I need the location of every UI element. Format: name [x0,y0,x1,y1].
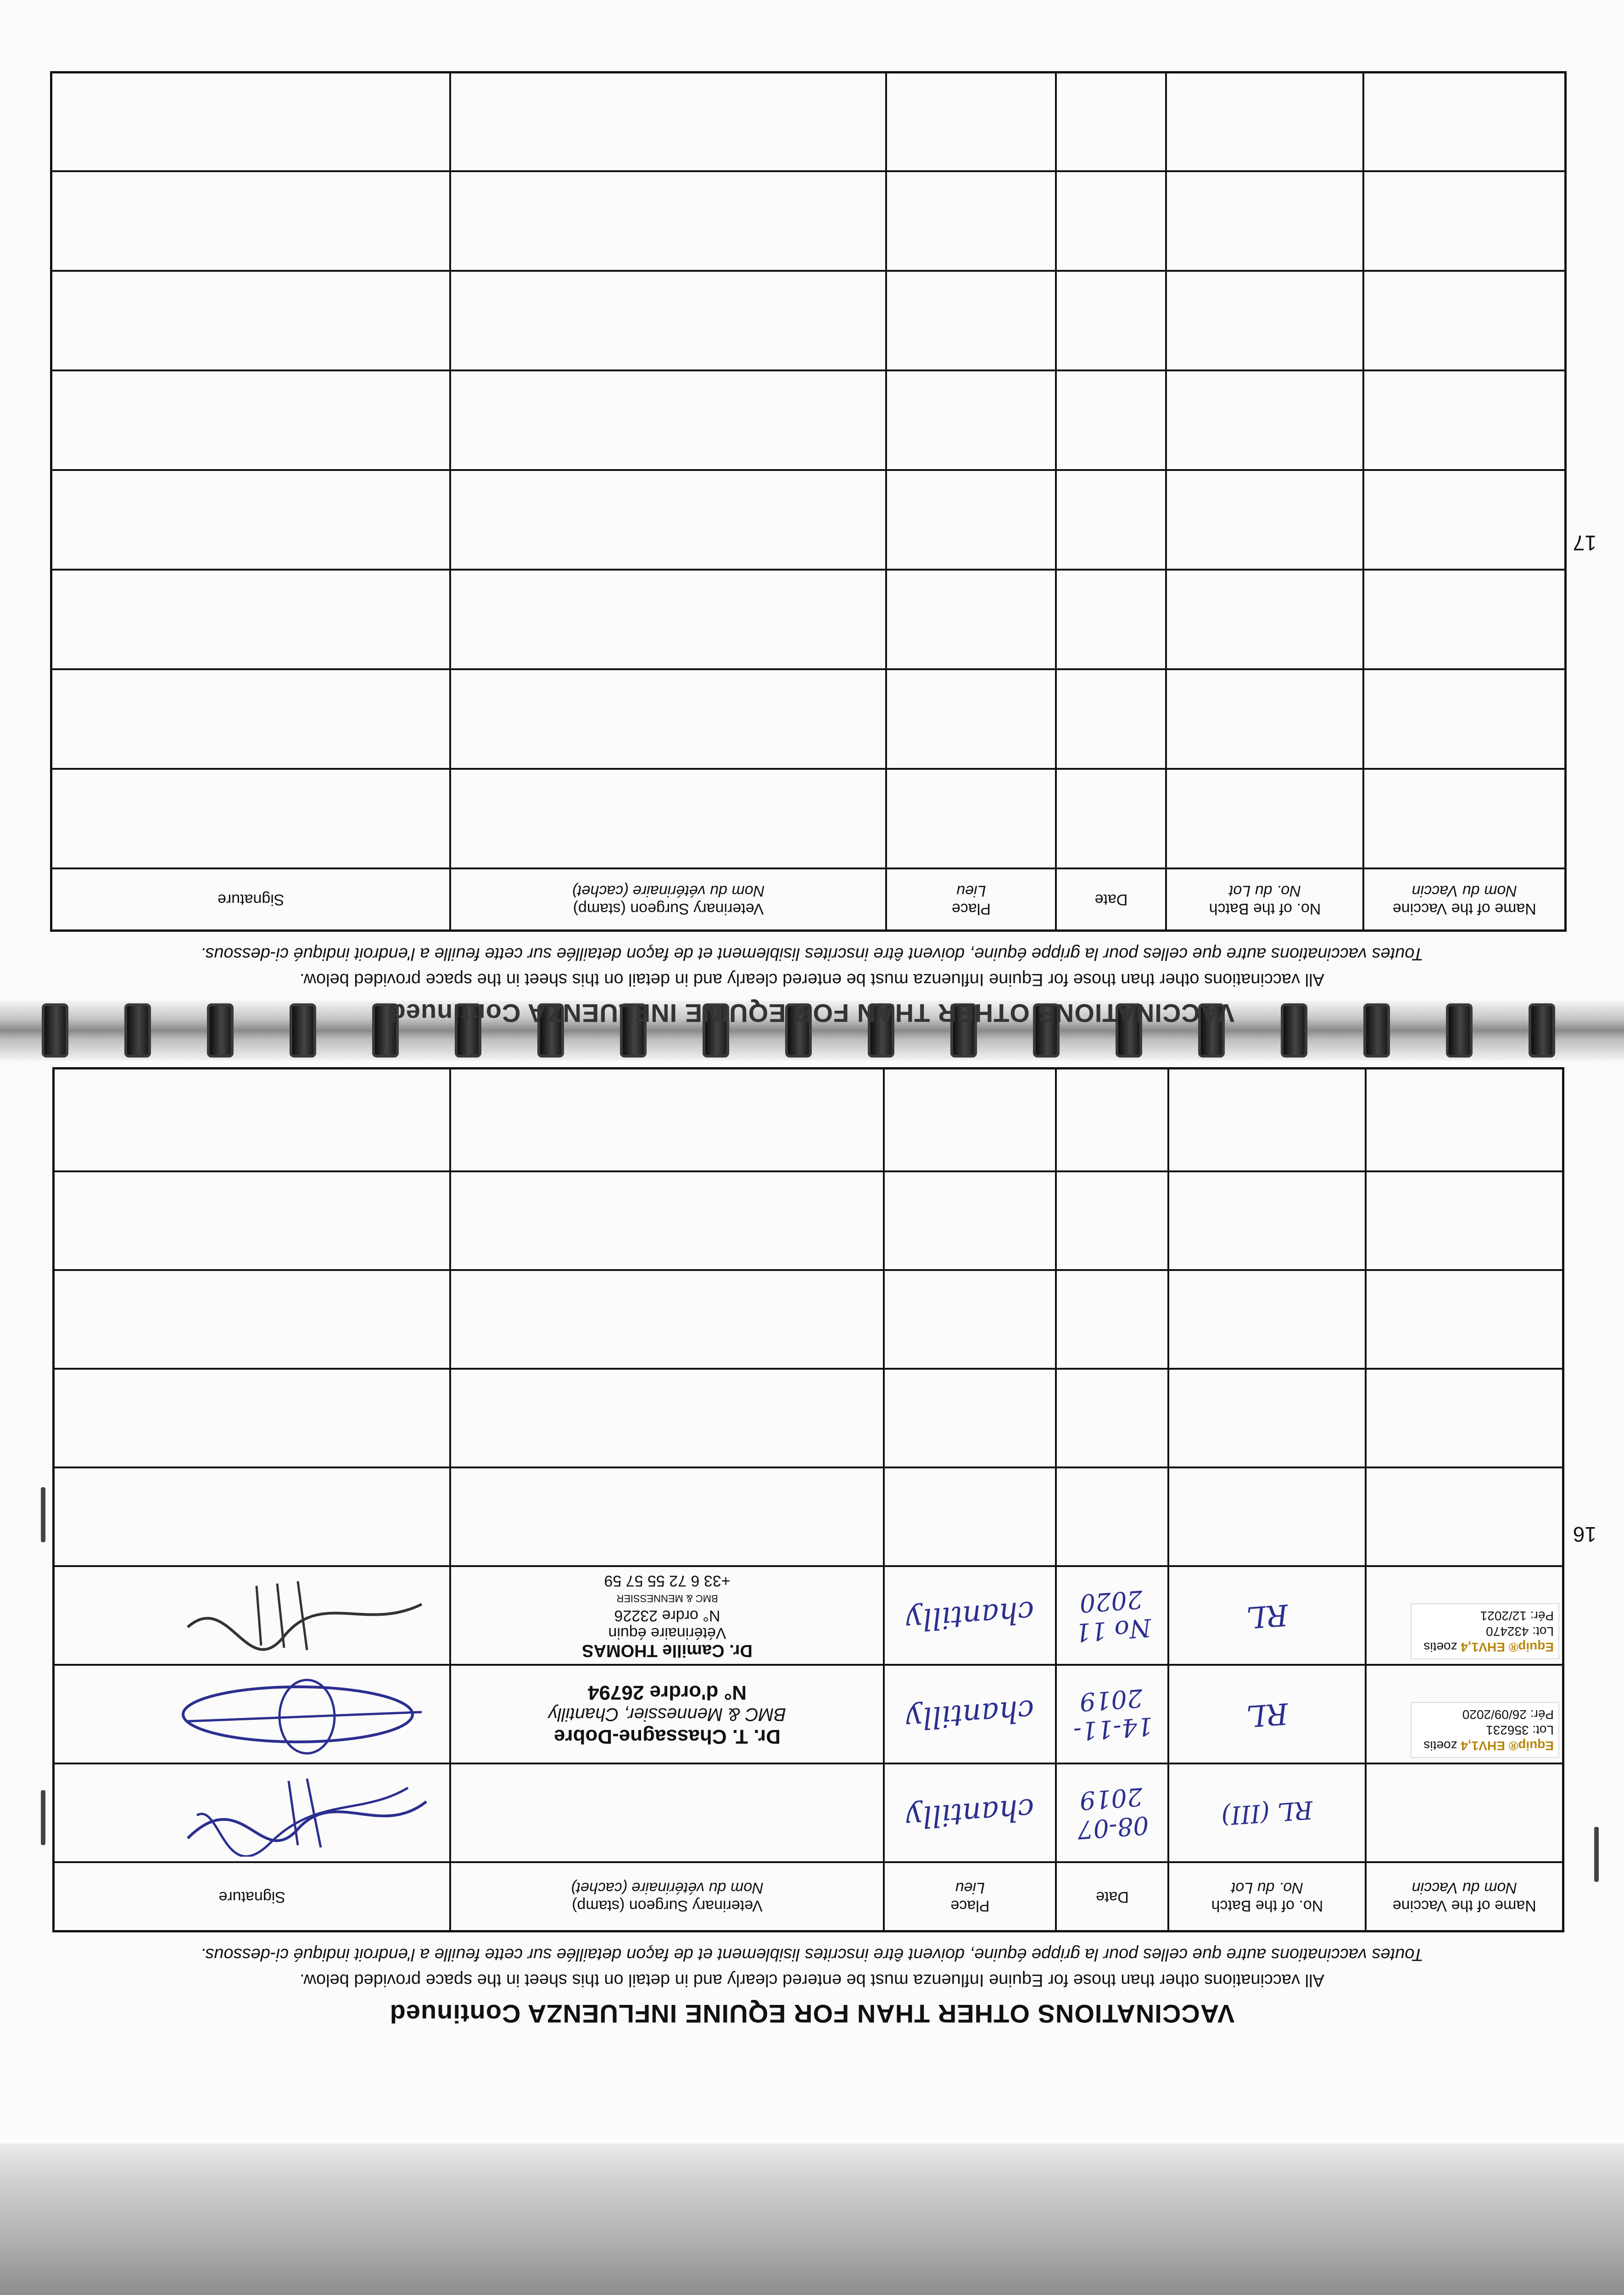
header-vaccine: Name of the Vaccine Nom du Vaccin [1364,869,1566,931]
batch-cell: RL [1169,1665,1366,1764]
handwritten-signature [179,1676,436,1758]
table-row [54,1665,1563,1764]
page-17-vaccination-table [50,71,1567,932]
header-date: Date [1056,869,1166,931]
table-row [54,1069,1563,1172]
place-cell: chantilly [884,1665,1056,1764]
place-cell: chantilly [884,1567,1056,1665]
scan-shadow [0,2144,1624,2295]
vaccine-cell [1366,1567,1563,1665]
vet-stamp: Dr. Camille THOMAS Vétérinaire équin N° ordre 23226 BMC & MENNESSIER +33 6 72 55 57 59 [582,1572,753,1660]
page-17-number: 17 [1573,531,1596,555]
date-cell: 08-07 2019 [1056,1764,1169,1863]
page-16-instruction-en: All vaccinations other than those for Equine Influenza must be entered clearly and in detail on this sheet in the space provided below. [300,1970,1324,1990]
table-row [51,271,1566,371]
table-row [54,1172,1563,1271]
table-row [51,470,1566,570]
header-batch: No. of the Batch No. du Lot [1166,869,1364,931]
table-row [51,73,1566,172]
batch-cell: RL [1169,1567,1366,1665]
header-vet: Veterinary Surgeon (stamp) Nom du vétérinaire (cachet) [451,1863,884,1931]
table-row [54,1764,1563,1863]
table-row [51,371,1566,470]
vaccine-cell [1366,1764,1563,1863]
vet-stamp: Dr. T. Chassagne-Dobre BMC & Mennessier, Chantilly N° d'ordre 26794 [548,1681,786,1748]
staple-mark [1594,1827,1599,1882]
page-16-instruction-fr: Toutes vaccinations autre que celles pour la grippe équine, doivent être inscrites lisiblement et de façon detaillée sur cette feuille a l'endroit indiqué ci-dessous. [200,1945,1424,1964]
header-place: Place Lieu [887,869,1056,931]
vet-cell [451,1665,884,1764]
header-signature: Signature [51,869,451,931]
table-row [54,1369,1563,1468]
staple-mark [41,1790,45,1845]
header-vet: Veterinary Surgeon (stamp) Nom du vétérinaire (cachet) [451,869,887,931]
table-row [51,670,1566,769]
table-row [51,769,1566,869]
table-header-row [51,869,1566,931]
date-cell: 14-11- 2019 [1056,1665,1169,1764]
header-place: Place Lieu [884,1863,1056,1931]
header-signature: Signature [54,1863,451,1931]
header-date: Date [1056,1863,1169,1931]
vaccine-sticker: Equip® EHV1,4 zoetis Lot: 432470 Pér: 12/2021 [1412,1605,1558,1659]
date-cell: No 11 2020 [1056,1567,1169,1665]
table-row [51,570,1566,670]
page-16-vaccination-table [52,1067,1564,1932]
page-17-instruction-fr: Toutes vaccinations autre que celles pour la grippe équine, doivent être inscrites lisiblement et de façon detaillée sur cette feuille a l'endroit indiqué ci-dessous. [200,944,1424,963]
header-vaccine: Name of the Vaccine Nom du Vaccin [1366,1863,1563,1931]
page-17-title: VACCINATIONS OTHER THAN FOR EQUINE INFLUENZA Continued [389,999,1235,1028]
header-batch: No. of the Batch No. du Lot [1169,1863,1366,1931]
table-header-row [54,1863,1563,1931]
page-16-number: 16 [1573,1523,1596,1546]
signature-cell [54,1567,451,1665]
table-row [54,1567,1563,1665]
table-row [54,1271,1563,1369]
page-16-title: VACCINATIONS OTHER THAN FOR EQUINE INFLUENZA Continued [389,1999,1235,2028]
table-row [51,172,1566,271]
vaccine-sticker: Equip® EHV1,4 zoetis Lot: 356231 Pér: 26/09/2020 [1412,1703,1558,1758]
vaccine-cell [1366,1665,1563,1764]
handwritten-signature [179,1774,436,1857]
vet-cell [451,1764,884,1863]
signature-cell [54,1665,451,1764]
place-cell: chantilly [884,1764,1056,1863]
vet-cell [451,1567,884,1665]
handwritten-signature [179,1577,436,1660]
page-17-instruction-en: All vaccinations other than those for Equine Influenza must be entered clearly and in detail on this sheet in the space provided below. [300,970,1324,989]
table-row [54,1468,1563,1567]
signature-cell [54,1764,451,1863]
staple-mark [41,1487,45,1542]
batch-cell: RL (III) [1169,1764,1366,1863]
